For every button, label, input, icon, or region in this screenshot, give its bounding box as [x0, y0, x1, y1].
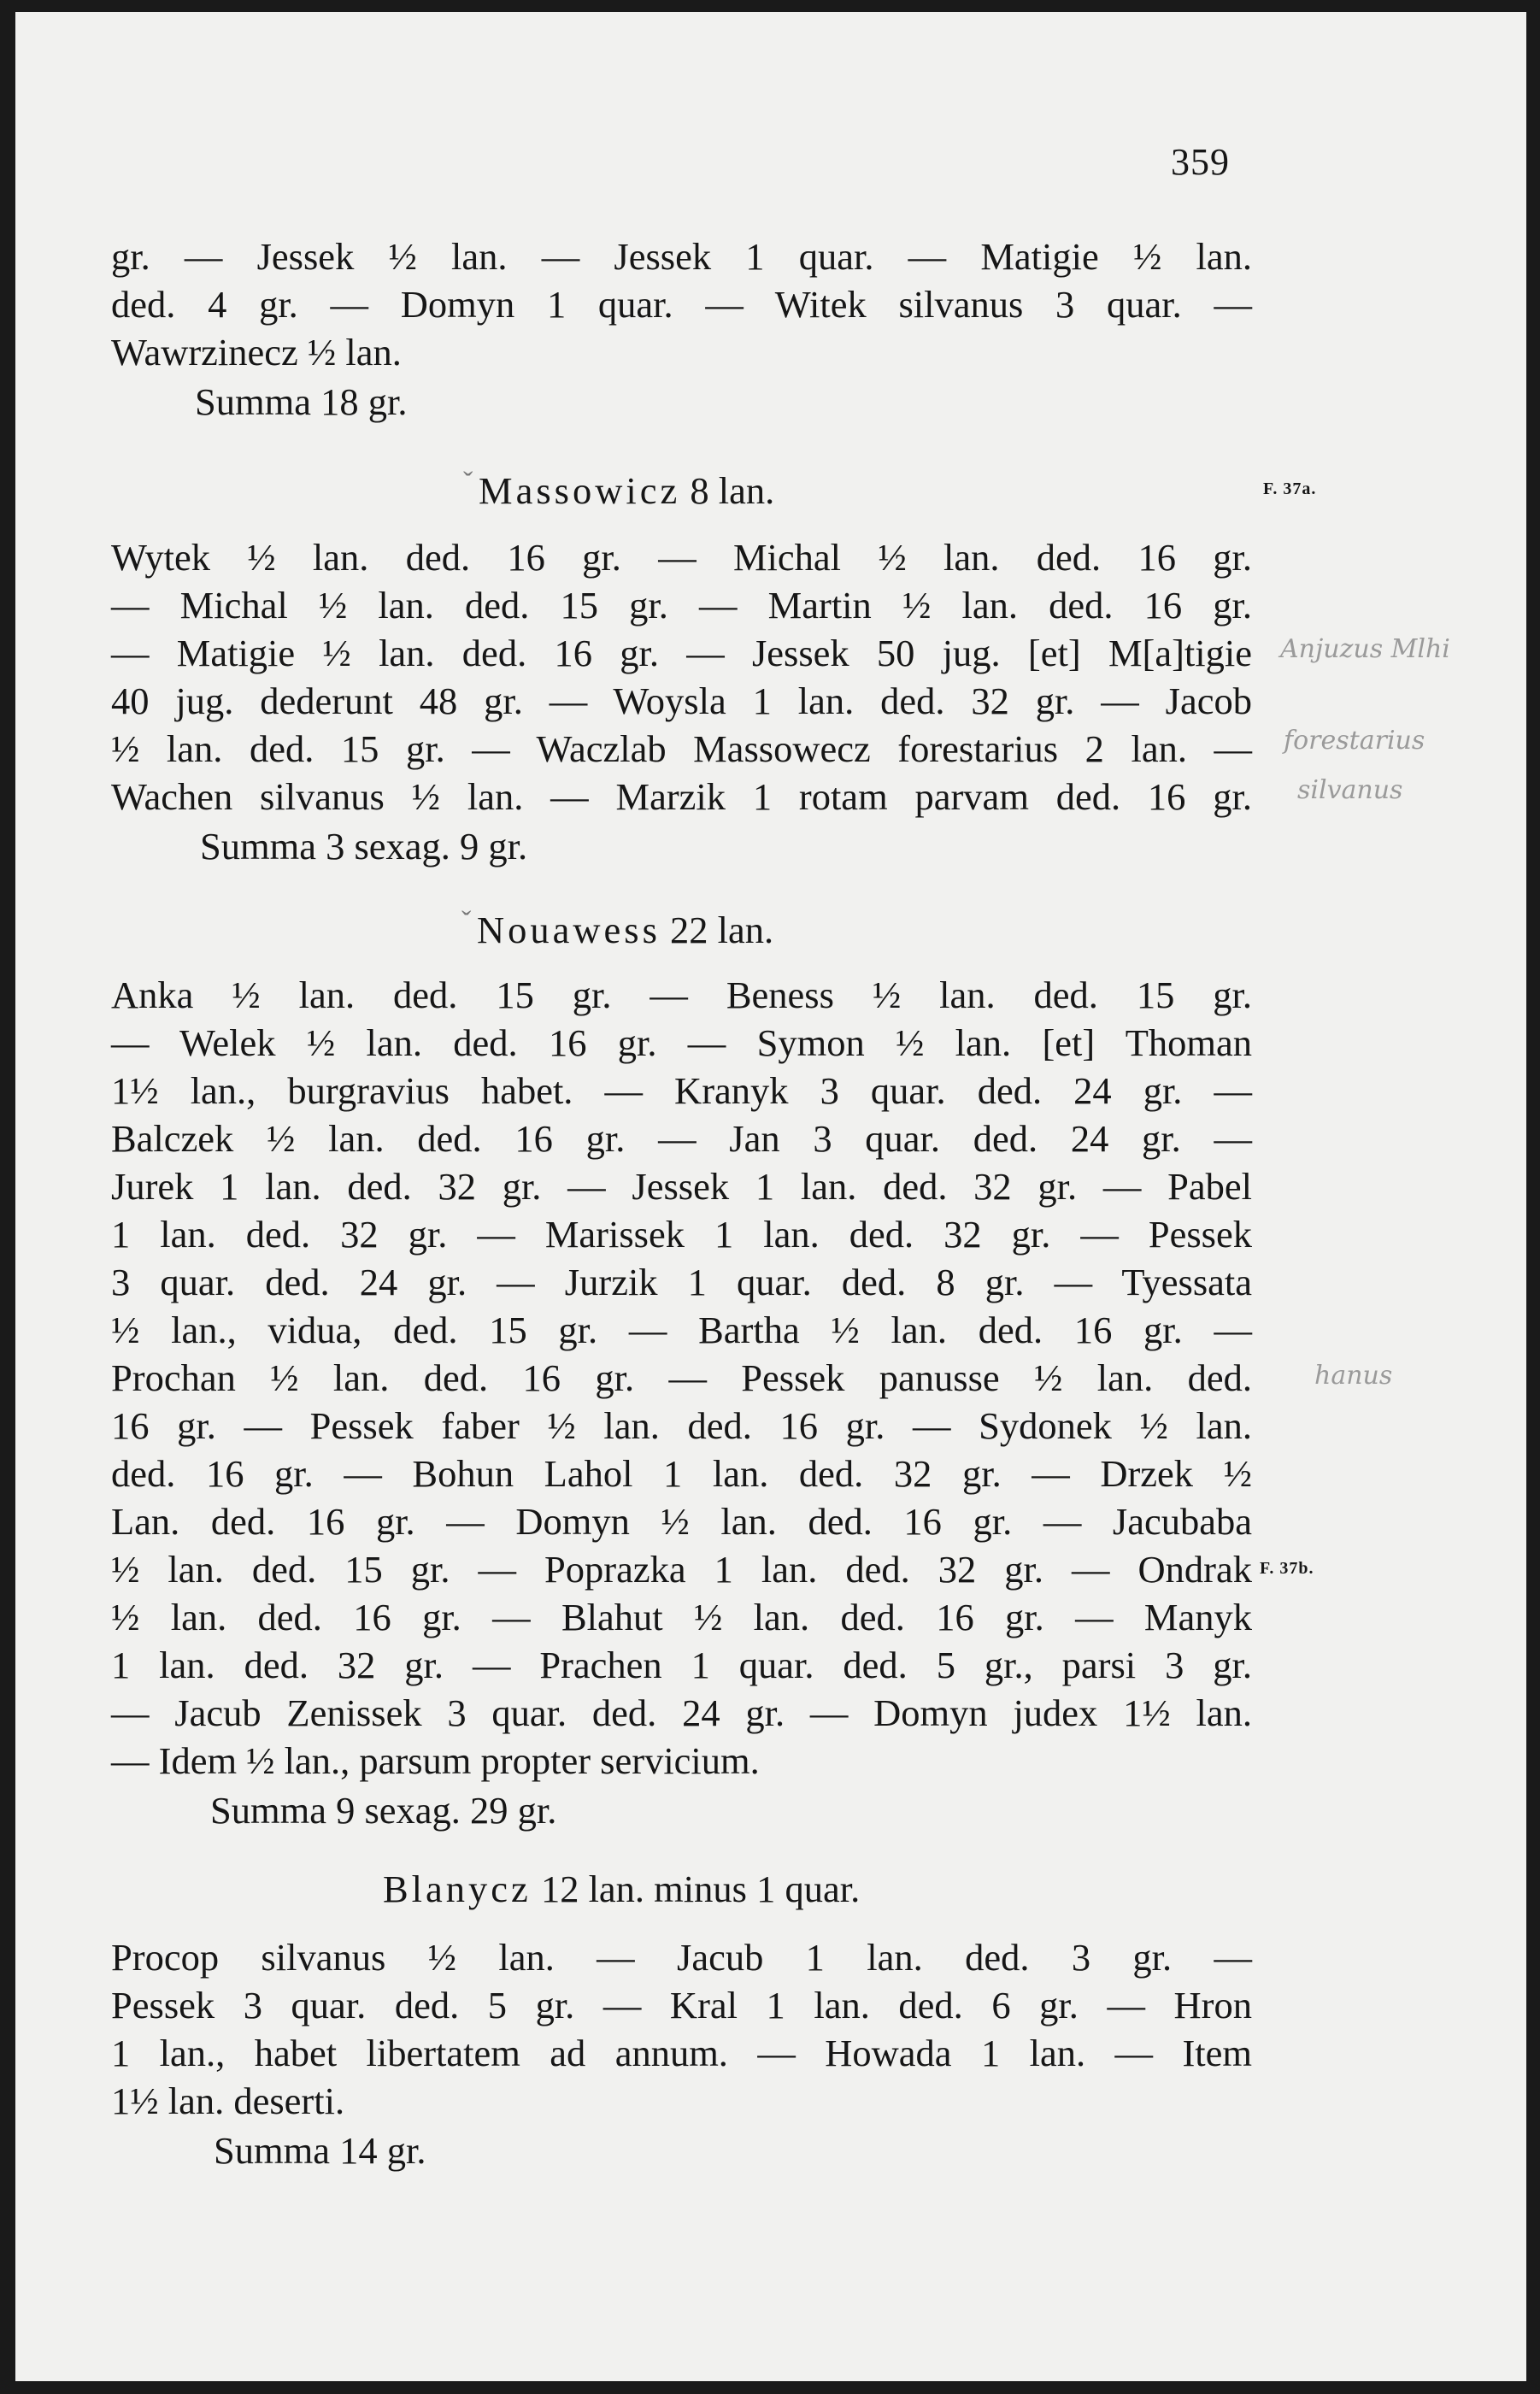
handwritten-annotation: hanus	[1314, 1361, 1393, 1391]
text-line: Pessek 3 quar. ded. 5 gr. — Kral 1 lan. ded. 6 gr. — Hron	[111, 1984, 1252, 2026]
text-line: — Idem ½ lan., parsum propter servicium.	[111, 1739, 760, 1782]
check-mark: ˇ	[463, 467, 473, 498]
heading-place: Nouawess	[477, 909, 661, 951]
text-line: 1½ lan., burgravius habet. — Kranyk 3 quar. ded. 24 gr. —	[111, 1069, 1252, 1112]
handwritten-annotation: Anjuzus Mlhi	[1280, 634, 1450, 664]
text-line: — Matigie ½ lan. ded. 16 gr. — Jessek 50 jug. [et] M[a]tigie	[111, 632, 1252, 674]
text-line: ½ lan., vidua, ded. 15 gr. — Bartha ½ lan. ded. 16 gr. —	[111, 1309, 1252, 1351]
handwritten-annotation: silvanus	[1297, 775, 1403, 805]
handwritten-annotation: forestarius	[1284, 726, 1425, 756]
check-mark: ˇ	[461, 906, 472, 938]
text-line: Wytek ½ lan. ded. 16 gr. — Michal ½ lan. ded. 16 gr.	[111, 536, 1252, 579]
heading-place: Blanycz	[383, 1868, 532, 1910]
folio-reference: F. 37a.	[1263, 479, 1317, 498]
summa-line: Summa 3 sexag. 9 gr.	[200, 825, 528, 868]
text-line: ded. 16 gr. — Bohun Lahol 1 lan. ded. 32 gr. — Drzek ½	[111, 1452, 1252, 1495]
text-line: Anka ½ lan. ded. 15 gr. — Beness ½ lan. ded. 15 gr.	[111, 973, 1252, 1016]
text-line: 1½ lan. deserti.	[111, 2079, 345, 2122]
folio-reference: F. 37b.	[1260, 1559, 1314, 1578]
text-line: — Michal ½ lan. ded. 15 gr. — Martin ½ lan. ded. 16 gr.	[111, 584, 1252, 626]
document-page	[15, 12, 1526, 2381]
page-number: 359	[1171, 141, 1230, 183]
text-line: 1 lan. ded. 32 gr. — Marissek 1 lan. ded. 32 gr. — Pessek	[111, 1213, 1252, 1256]
text-line: — Jacub Zenissek 3 quar. ded. 24 gr. — Domyn judex 1½ lan.	[111, 1691, 1252, 1734]
heading-extent: 22 lan.	[660, 909, 774, 951]
text-line: 16 gr. — Pessek faber ½ lan. ded. 16 gr. — Sydonek ½ lan.	[111, 1404, 1252, 1447]
text-line: 1 lan., habet libertatem ad annum. — Howada 1 lan. — Item	[111, 2032, 1252, 2074]
text-line: Wawrzinecz ½ lan.	[111, 331, 402, 374]
text-line: 1 lan. ded. 32 gr. — Prachen 1 quar. ded. 5 gr., parsi 3 gr.	[111, 1644, 1252, 1686]
text-line: ded. 4 gr. — Domyn 1 quar. — Witek silvanus 3 quar. —	[111, 283, 1252, 326]
text-line: 3 quar. ded. 24 gr. — Jurzik 1 quar. ded. 8 gr. — Tyessata	[111, 1261, 1252, 1303]
text-line: ½ lan. ded. 15 gr. — Waczlab Massowecz forestarius 2 lan. —	[111, 727, 1252, 770]
heading-place: Massowicz	[479, 469, 681, 512]
text-line: 40 jug. dederunt 48 gr. — Woysla 1 lan. ded. 32 gr. — Jacob	[111, 679, 1252, 722]
text-line: Lan. ded. 16 gr. — Domyn ½ lan. ded. 16 gr. — Jacubaba	[111, 1500, 1252, 1543]
section-heading	[477, 906, 773, 954]
text-line: Jurek 1 lan. ded. 32 gr. — Jessek 1 lan. ded. 32 gr. — Pabel	[111, 1165, 1252, 1208]
summa-line: Summa 18 gr.	[195, 380, 408, 423]
section-heading	[383, 1865, 860, 1913]
heading-extent: 8 lan.	[680, 469, 775, 512]
text-line: Prochan ½ lan. ded. 16 gr. — Pessek panusse ½ lan. ded.	[111, 1356, 1252, 1399]
summa-line: Summa 14 gr.	[214, 2129, 426, 2172]
section-heading	[479, 467, 774, 515]
text-line: Balczek ½ lan. ded. 16 gr. — Jan 3 quar. ded. 24 gr. —	[111, 1117, 1252, 1160]
text-line: Wachen silvanus ½ lan. — Marzik 1 rotam parvam ded. 16 gr.	[111, 775, 1252, 818]
text-line: gr. — Jessek ½ lan. — Jessek 1 quar. — Matigie ½ lan.	[111, 235, 1252, 278]
heading-extent: 12 lan. minus 1 quar.	[531, 1868, 861, 1910]
text-line: ½ lan. ded. 16 gr. — Blahut ½ lan. ded. 16 gr. — Manyk	[111, 1596, 1252, 1638]
text-line: Procop silvanus ½ lan. — Jacub 1 lan. ded. 3 gr. —	[111, 1936, 1252, 1979]
summa-line: Summa 9 sexag. 29 gr.	[210, 1789, 557, 1832]
text-line: ½ lan. ded. 15 gr. — Poprazka 1 lan. ded. 32 gr. — Ondrak	[111, 1548, 1252, 1591]
text-line: — Welek ½ lan. ded. 16 gr. — Symon ½ lan. [et] Thoman	[111, 1021, 1252, 1064]
